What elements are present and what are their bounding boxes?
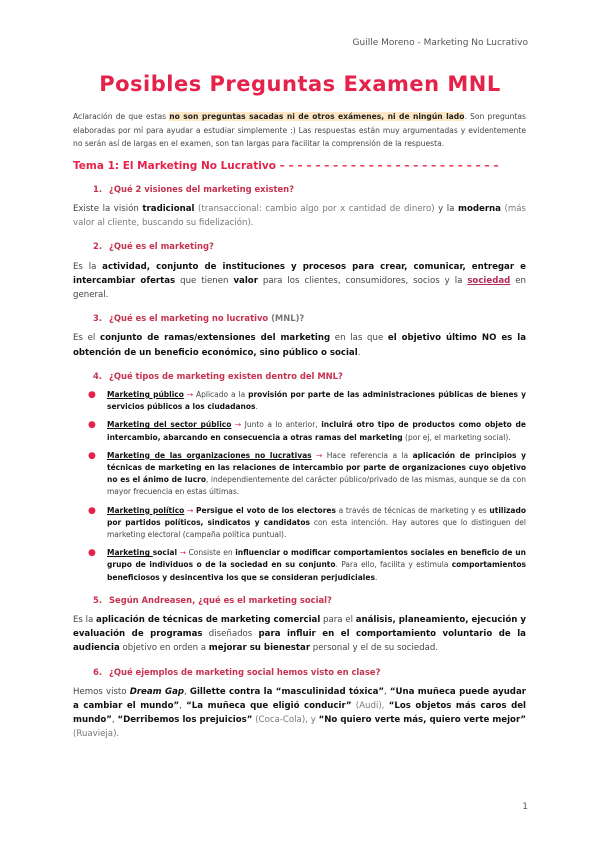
answer-1: Existe la visión tradicional (transaccional: cambio algo por x cantidad de dinero) y la moderna (más valor al cliente, buscando su fidelización). (73, 203, 527, 229)
answer-6: Hemos visto Dream Gap, Gillette contra la “masculinidad tóxica”, “Una muñeca puede ayudar a cambiar el mundo”, “La muñeca que eligió conducir” (Audi), “Los objetos más caros del mundo”, “Derribemos los prejuicios” (Coca-Cola), y “No quiero verte más, quiero verte mejor” (Ruavieja). (73, 686, 527, 740)
section-heading: Tema 1: El Marketing No Lucrativo – – – – – – – – – – – – – – – – – – – – – – – – – (73, 159, 499, 172)
list-item: ● Marketing político → Persigue el voto de los electores a través de técnicas de marketing y es utilizado por partidos políticos, sindicatos y candidatos con esta intención. Hay autores que lo distinguen del marketing electoral (campaña política puntual). (88, 505, 526, 539)
list-item: ● Marketing de las organizaciones no lucrativas → Hace referencia a la aplicación de principios y técnicas de marketing en las relaciones de intercambio por parte de organizaciones cuyo objetivo no es el ánimo de lucro, independientemente del carácter público/privado de las mismas, aunque se da con mayor frecuencia en estas últimas. (88, 450, 526, 497)
answer-3: Es el conjunto de ramas/extensiones del marketing en las que el objetivo último NO es la obtención de un beneficio económico, sino público o social. (73, 333, 526, 358)
answer-2: Es la actividad, conjunto de instituciones y procesos para crear, comunicar, entregar e intercambiar ofertas que tienen valor para los clientes, consumidores, socios y la sociedad en general. (73, 261, 526, 300)
list-item: ● Marketing del sector público → Junto a lo anterior, incluirá otro tipo de productos como objeto de intercambio, abarcando en consecuencia a otras ramas del marketing (por ej, el marketing social). (88, 420, 526, 442)
question-1: 1. ¿Qué 2 visiones del marketing existen? (93, 183, 294, 194)
question-2: 2. ¿Qué es el marketing? (93, 241, 214, 252)
question-6: 6. ¿Qué ejemplos de marketing social hemos visto en clase? (93, 666, 381, 677)
answer-5: Es la aplicación de técnicas de marketing comercial para el análisis, planeamiento, ejecución y evaluación de programas diseñados para influir en el comportamiento voluntario de la audiencia objetivo en orden a mejorar su bienestar personal y el de su sociedad. (73, 614, 526, 654)
document-body (73, 110, 526, 742)
question-3: 3. ¿Qué es el marketing no lucrativo (MNL)? (93, 313, 305, 324)
question-5: 5. Según Andreasen, ¿qué es el marketing social? (93, 594, 332, 605)
page-header: Guille Moreno - Marketing No Lucrativo (352, 38, 528, 48)
page-title: Posibles Preguntas Examen MNL (99, 72, 501, 96)
list-item: ● Marketing social → Consiste en influenciar o modificar comportamientos sociales en beneficio de un grupo de individuos o de la sociedad en su conjunto. Para ello, facilita y estimula comportamientos beneficiosos y desincentiva los que se consideran perjudiciales. (88, 548, 526, 582)
page-number: 1 (522, 802, 528, 812)
list-item: ● Marketing público → Aplicado a la provisión por parte de las administraciones públicas de bienes y servicios públicos a los ciudadanos. (88, 389, 526, 412)
marketing-types-list (73, 389, 526, 584)
intro-paragraph: Aclaración de que estas no son preguntas sacadas ni de otros exámenes, ni de ningún lado. Son preguntas elaboradas por mí para ayudar a estudiar simplemente :) Las respuestas están muy argumentadas y evidentemente no serán así de largas en el examen, son tan largas para facilitar la comprensión de la respuesta. (73, 112, 526, 148)
question-4: 4. ¿Qué tipos de marketing existen dentro del MNL? (93, 370, 343, 381)
highlight: no son preguntas sacadas ni de otros exámenes, ni de ningún lado (169, 112, 465, 121)
